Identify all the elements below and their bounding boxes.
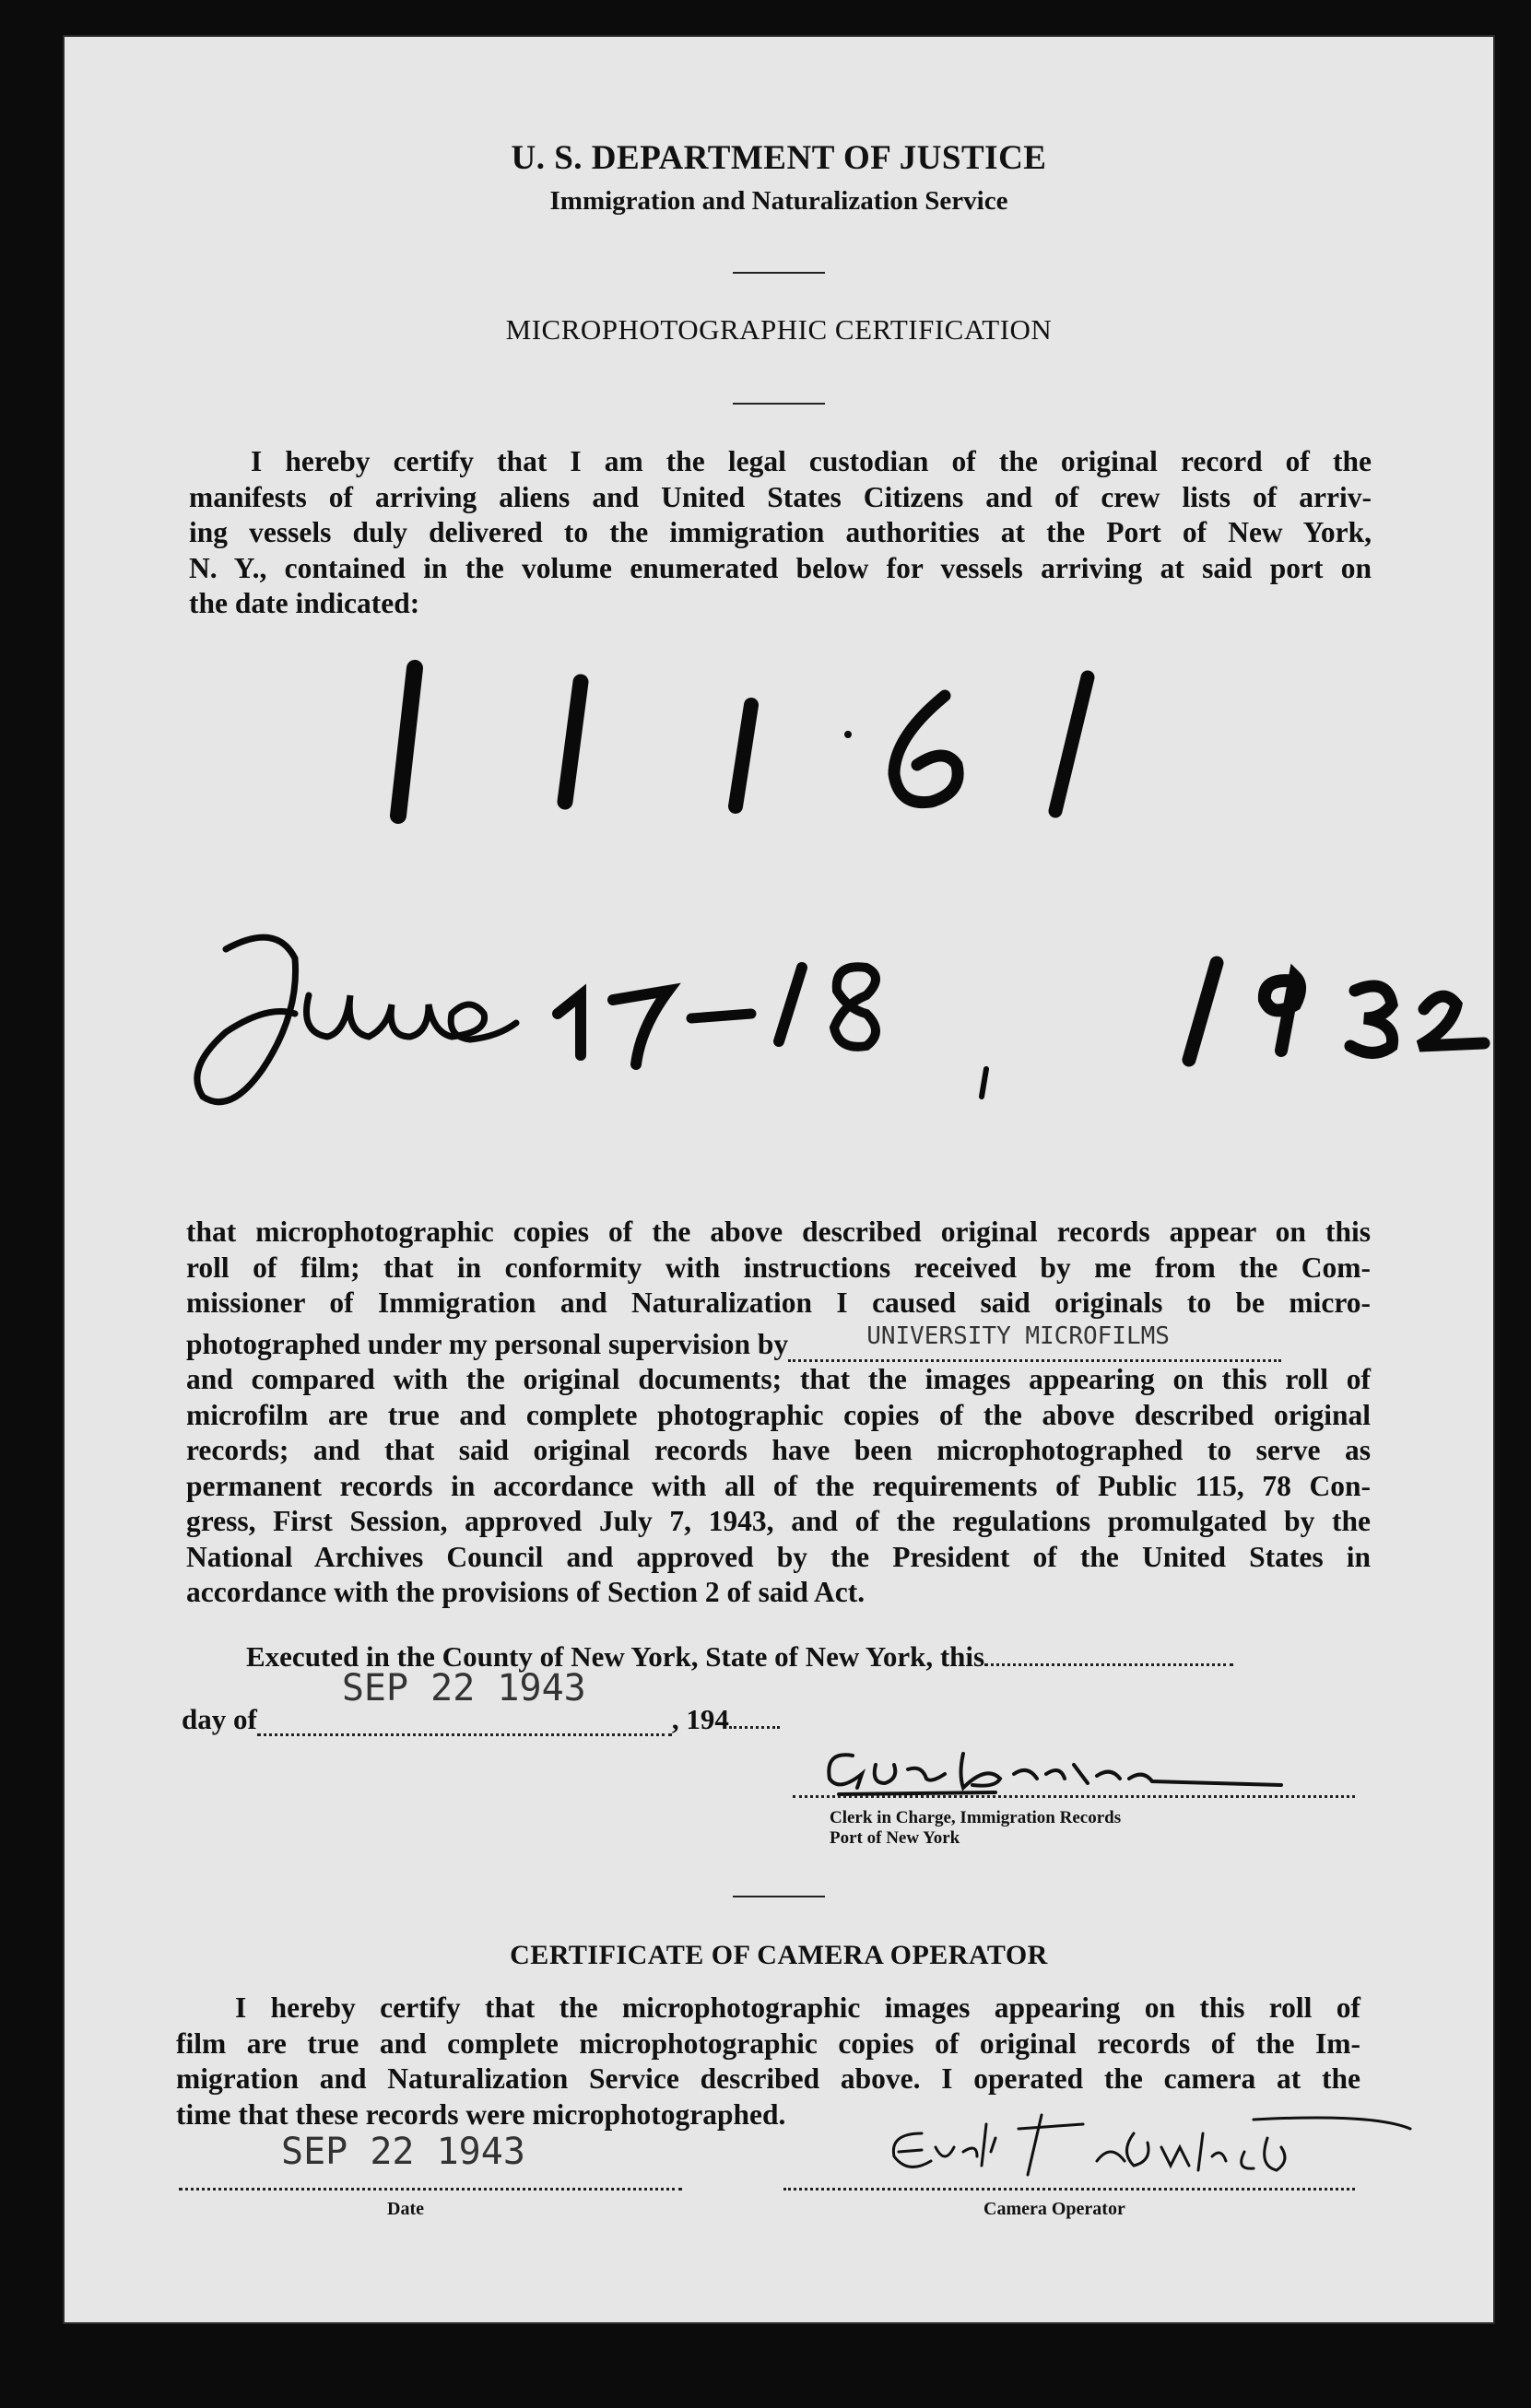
paragraph-line: records; and that said original records have been microphotographed to serve as <box>186 1434 1371 1466</box>
company-stamp: UNIVERSITY MICROFILMS <box>866 1322 1170 1350</box>
service-subheading: Immigration and Naturalization Service <box>549 186 1008 216</box>
divider <box>733 1896 825 1897</box>
paragraph-line: I hereby certify that the microphotographic images appearing on this roll of <box>235 1991 1360 2024</box>
year-field <box>729 1726 780 1729</box>
paragraph-line: roll of film; that in conformity with instructions received by me from the Com- <box>186 1251 1371 1284</box>
certificate-page <box>65 37 1493 2322</box>
camera-date-stamp: SEP 22 1943 <box>281 2131 525 2173</box>
day-of-label: day of <box>182 1703 257 1735</box>
camera-certificate-title: CERTIFICATE OF CAMERA OPERATOR <box>510 1940 1048 1970</box>
department-heading: U. S. DEPARTMENT OF JUSTICE <box>511 139 1047 177</box>
paragraph-line: and compared with the original documents; that the images appearing on this roll of <box>186 1363 1371 1395</box>
date-signature-line <box>179 2188 682 2191</box>
supervision-paragraph <box>186 1215 1371 1611</box>
paragraph-line: film are true and complete microphotographic copies of original records of the Im- <box>176 2026 1360 2060</box>
clerk-title-line: Clerk in Charge, Immigration Records <box>830 1808 1122 1827</box>
paragraph-line: National Archives Council and approved by the President of the United States in <box>186 1540 1371 1573</box>
paragraph-line: microfilm are true and complete photographic copies of the above described original <box>186 1398 1371 1431</box>
day-of-line <box>182 1667 780 1736</box>
paragraph-line: N. Y., contained in the volume enumerated below for vessels arriving at said port on <box>189 551 1372 584</box>
paragraph-line: missioner of Immigration and Naturalization I caused said originals to be micro- <box>186 1286 1371 1319</box>
paragraph-line: time that these records were microphotographed. <box>176 2097 786 2131</box>
year-prefix: , 194 <box>671 1703 729 1735</box>
paragraph-line: I hereby certify that I am the legal custodian of the original record of the <box>251 445 1372 477</box>
paragraph-line: permanent records in accordance with all of the requirements of Public 115, 78 Con- <box>186 1469 1371 1502</box>
clerk-title-line: Port of New York <box>830 1828 960 1848</box>
paragraph-line: gress, First Session, approved July 7, 1943, and of the regulations promulgated by the <box>186 1505 1371 1537</box>
paragraph-line: migration and Naturalization Service described above. I operated the camera at the <box>176 2062 1360 2095</box>
clerk-signature <box>783 1737 1373 1802</box>
certification-title: MICROPHOTOGRAPHIC CERTIFICATION <box>505 313 1053 346</box>
paragraph-line: manifests of arriving aliens and United States Citizens and of crew lists of arriv- <box>189 480 1372 513</box>
date-label: Date <box>387 2199 424 2219</box>
execution-text: Executed in the County of New York, State of New York, this <box>246 1640 985 1673</box>
date-field <box>257 1667 672 1736</box>
operator-signature-line <box>783 2188 1355 2191</box>
paragraph-line: the date indicated: <box>189 587 420 619</box>
paragraph-line: ing vessels duly delivered to the immigration authorities at the Port of New York, <box>189 516 1372 548</box>
date-stamp: SEP 22 1943 <box>341 1667 586 1709</box>
handwritten-volume-and-date <box>65 37 1493 1189</box>
paragraph-line <box>186 1322 1371 1363</box>
clerk-title <box>830 1808 1121 1849</box>
supervision-prefix: photographed under my personal supervision by <box>186 1327 789 1360</box>
operator-label: Camera Operator <box>983 2199 1125 2219</box>
paragraph-line: that microphotographic copies of the above described original records appear on this <box>186 1216 1371 1248</box>
paragraph-line: accordance with the provisions of Section 2 of said Act. <box>186 1576 866 1608</box>
clerk-signature-line <box>793 1795 1355 1798</box>
execution-day-field <box>984 1663 1233 1666</box>
camera-operator-signature <box>857 2097 1466 2198</box>
company-field <box>788 1322 1281 1362</box>
